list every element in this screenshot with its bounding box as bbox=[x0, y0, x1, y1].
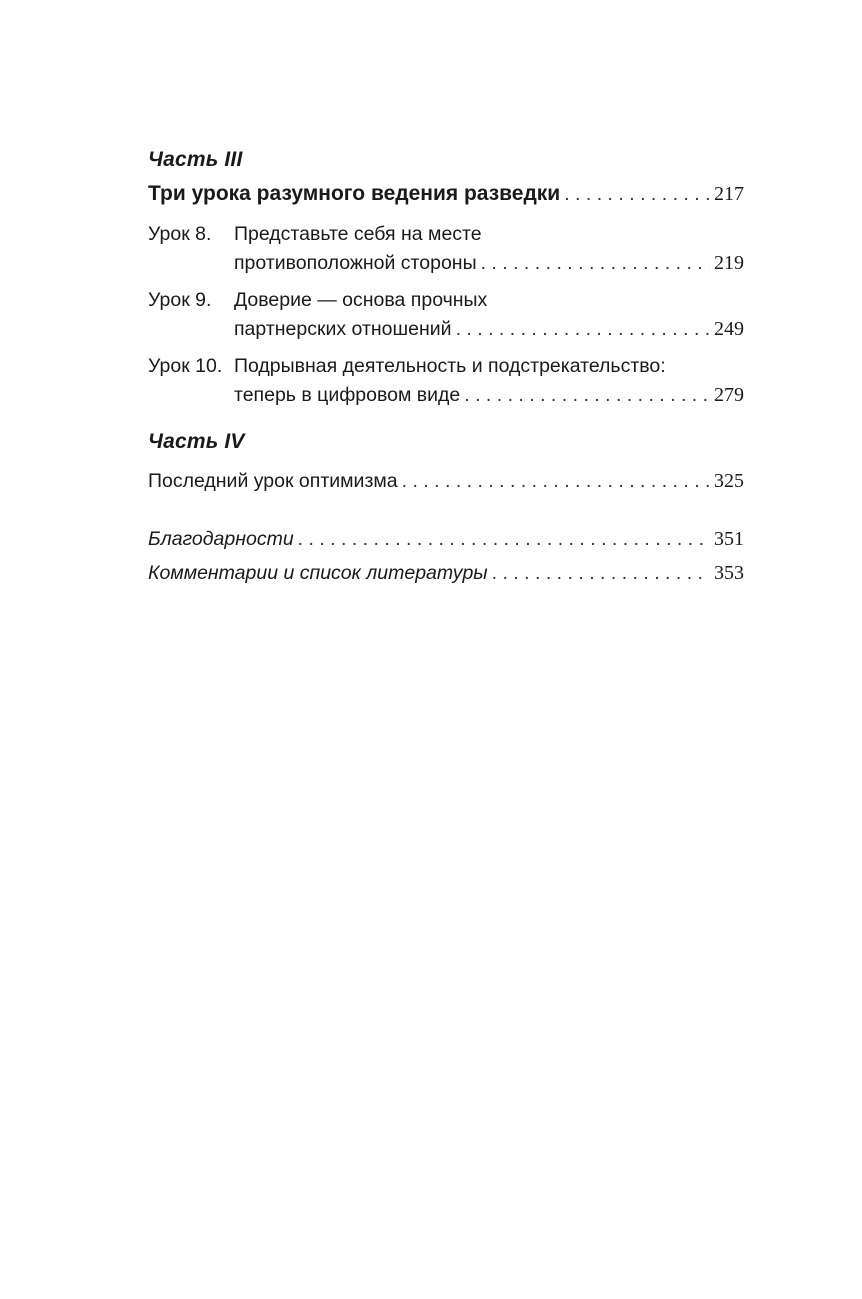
dot-leader bbox=[402, 468, 710, 494]
page-number: 219 bbox=[714, 252, 744, 274]
lesson-title-line-1: Доверие — основа прочных bbox=[234, 289, 488, 311]
part-4-label: Часть IV bbox=[148, 430, 245, 453]
toc-entry-notes[interactable] bbox=[148, 560, 744, 586]
dot-leader bbox=[492, 560, 710, 586]
toc-entry-lesson-8[interactable] bbox=[148, 220, 744, 280]
toc-entry-lesson-9[interactable] bbox=[148, 286, 744, 346]
page-number: 325 bbox=[714, 470, 744, 492]
page-number: 279 bbox=[714, 384, 744, 406]
entry-title: Комментарии и список литературы bbox=[148, 562, 488, 584]
lesson-title-line-2: противоположной стороны bbox=[234, 252, 477, 274]
page-number: 351 bbox=[714, 528, 744, 550]
dot-leader bbox=[298, 526, 710, 552]
lesson-number: Урок 9. bbox=[148, 289, 212, 311]
lesson-number: Урок 10. bbox=[148, 355, 223, 377]
entry-title: Последний урок оптимизма bbox=[148, 470, 398, 492]
dot-leader bbox=[564, 181, 710, 207]
lesson-title-line-1: Подрывная деятельность и подстрекательство: bbox=[234, 355, 666, 377]
toc-entry-acknowledgements[interactable] bbox=[148, 526, 744, 552]
entry-title: Благодарности bbox=[148, 528, 294, 550]
page-number: 249 bbox=[714, 318, 744, 340]
toc-entry-lesson-10[interactable] bbox=[148, 352, 744, 412]
part-3-title-entry[interactable] bbox=[148, 181, 744, 207]
lesson-number: Урок 8. bbox=[148, 223, 212, 245]
dot-leader bbox=[464, 381, 710, 410]
page-number: 353 bbox=[714, 562, 744, 584]
part-3-title: Три урока разумного ведения разведки bbox=[148, 182, 561, 205]
page-number: 217 bbox=[714, 183, 744, 205]
part-3-label: Часть III bbox=[148, 148, 243, 171]
lesson-title-line-2: партнерских отношений bbox=[234, 318, 452, 340]
dot-leader bbox=[456, 315, 710, 344]
lesson-title-line-2: теперь в цифровом виде bbox=[234, 384, 461, 406]
dot-leader bbox=[481, 249, 710, 278]
toc-entry-last-lesson[interactable] bbox=[148, 468, 744, 494]
lesson-title-line-1: Представьте себя на месте bbox=[234, 223, 482, 245]
